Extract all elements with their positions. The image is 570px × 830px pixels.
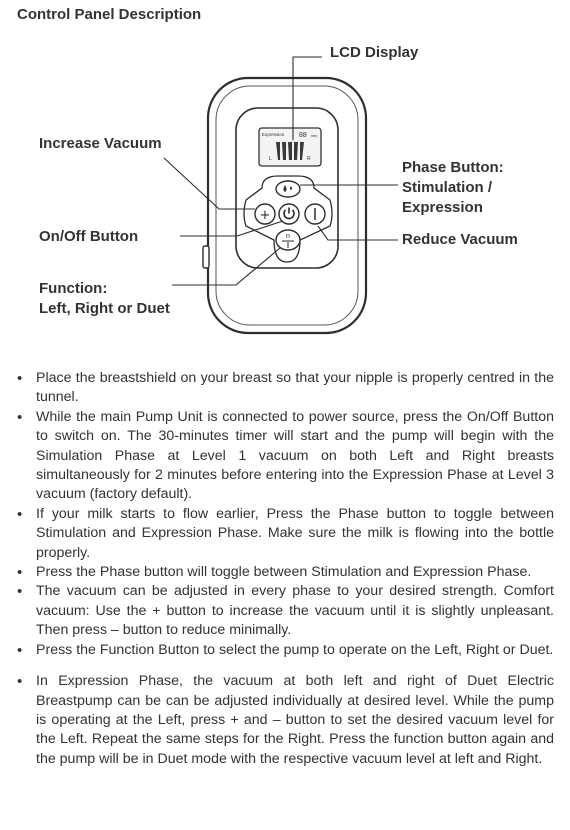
callout-on-off-button: On/Off Button: [39, 228, 139, 245]
increase-vacuum-button[interactable]: [255, 204, 275, 224]
plus-icon: +: [259, 208, 271, 223]
reduce-vacuum-button[interactable]: [305, 204, 325, 224]
phase-button[interactable]: [276, 181, 300, 197]
instruction-item: • While the main Pump Unit is connected to power source, press the On/Off Button to switch on. The 30-minutes timer will start and the pump will begin with the Simulation Phase at Level 1 vacuum on both Left and Right breasts simultaneously for 2 minutes before entering into the Expression Phase at Level 3 vacuum (factory default).: [14, 408, 554, 505]
lcd-display: [259, 128, 321, 166]
callout-reduce-vacuum: Reduce Vacuum: [402, 231, 518, 248]
callout-function-line1: Function:: [39, 280, 108, 297]
instruction-item: • Press the Phase button will toggle between Stimulation and Expression Phase.: [14, 563, 554, 582]
callout-phase-button: [402, 158, 504, 218]
callout-phase-line2: Stimulation /: [402, 179, 492, 196]
lcd-level-text: 88: [299, 132, 307, 139]
instruction-item: • Press the Function Button to select the pump to operate on the Left, Right or Duet.: [14, 641, 554, 660]
function-button[interactable]: [276, 230, 300, 250]
page-heading: Control Panel Description: [17, 6, 202, 23]
lcd-level-unit: min: [311, 133, 318, 138]
instruction-list: [14, 369, 554, 769]
callout-lcd-display: LCD Display: [330, 44, 419, 61]
instruction-item: • Place the breastshield on your breast so that your nipple is properly centred in the tunnel.: [14, 369, 554, 408]
callout-function: [39, 279, 170, 319]
instruction-item: • The vacuum can be adjusted in every phase to your desired strength. Comfort vacuum: Use the + button to increase the vacuum until it is slightly unpleasant. Then press – button to reduce minimally.: [14, 582, 554, 640]
lcd-mode-text: Expression: [262, 132, 285, 137]
lcd-right-label: R: [307, 156, 311, 162]
callout-increase-vacuum: Increase Vacuum: [39, 135, 162, 152]
function-icon: n: [286, 233, 290, 240]
callout-phase-line3: Expression: [402, 199, 483, 216]
callout-function-line2: Left, Right or Duet: [39, 300, 170, 317]
lcd-left-label: L: [269, 156, 272, 162]
instruction-item: • In Expression Phase, the vacuum at both left and right of Duet Electric Breastpump can be can be adjusted individually at desired level. While the pump is operating at the Left, press + and – button to set the desired vacuum level for the Left. Repeat the same steps for the Right. Press the function button again and the pump will be in Duet mode with the respective vacuum level at left and Right.: [14, 672, 554, 769]
callout-phase-line1: Phase Button:: [402, 159, 504, 176]
instruction-item: • If your milk starts to flow earlier, Press the Phase button to toggle between Stimulation and Expression Phase. Make sure the milk is flowing into the bottle properly.: [14, 505, 554, 563]
